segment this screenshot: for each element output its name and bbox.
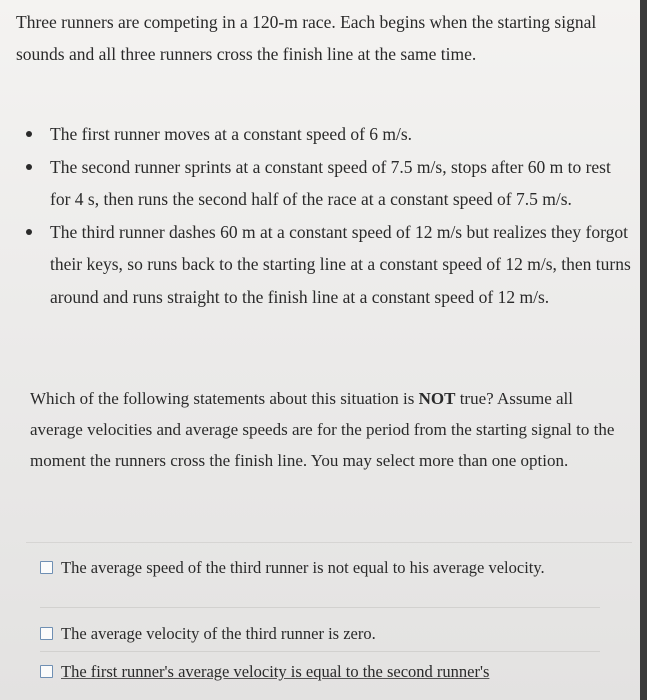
answer-option[interactable] <box>40 661 600 682</box>
problem-intro: Three runners are competing in a 120-m race. Each begins when the starting signal sounds and all three runners cross the finish line at the same time. <box>16 12 597 64</box>
question-text-end: true? Assume all average velocities and average speeds are for the period from the starting signal to the moment the runners cross the finish line. You may select more than one option. <box>30 389 615 470</box>
runner-description: The second runner sprints at a constant speed of 7.5 m/s, stops after 60 m to rest for 4 s, then runs the second half of the race at a constant speed of 7.5 m/s. <box>50 156 611 209</box>
question-prompt <box>30 383 630 476</box>
answer-options <box>26 542 632 700</box>
runner-description: The third runner dashes 60 m at a constant speed of 12 m/s but realizes they forgot their keys, so runs back to the starting line at a constant speed of 12 m/s, then turns around and runs straight to the finish line at a constant speed of 12 m/s. <box>50 221 631 307</box>
option-label: The first runner's average velocity is equal to the second runner's <box>61 662 490 681</box>
answer-option[interactable] <box>40 557 600 578</box>
checkbox[interactable] <box>40 665 53 678</box>
checkbox[interactable] <box>40 627 53 640</box>
divider <box>40 651 600 652</box>
question-emphasis: NOT <box>418 389 456 408</box>
list-item <box>22 151 634 216</box>
question-text-start: Which of the following statements about this situation is <box>30 389 419 408</box>
runner-list <box>22 118 634 313</box>
option-label: The average speed of the third runner is not equal to his average velocity. <box>61 558 545 577</box>
runner-description: The first runner moves at a constant speed of 6 m/s. <box>50 124 413 144</box>
bullet-icon <box>26 164 32 170</box>
answer-option[interactable] <box>40 623 600 644</box>
bullet-icon <box>26 131 32 137</box>
option-label: The average velocity of the third runner is zero. <box>61 624 376 643</box>
list-item <box>22 216 634 314</box>
checkbox[interactable] <box>40 561 53 574</box>
bullet-icon <box>26 229 32 235</box>
divider <box>40 607 600 608</box>
list-item <box>22 118 634 151</box>
